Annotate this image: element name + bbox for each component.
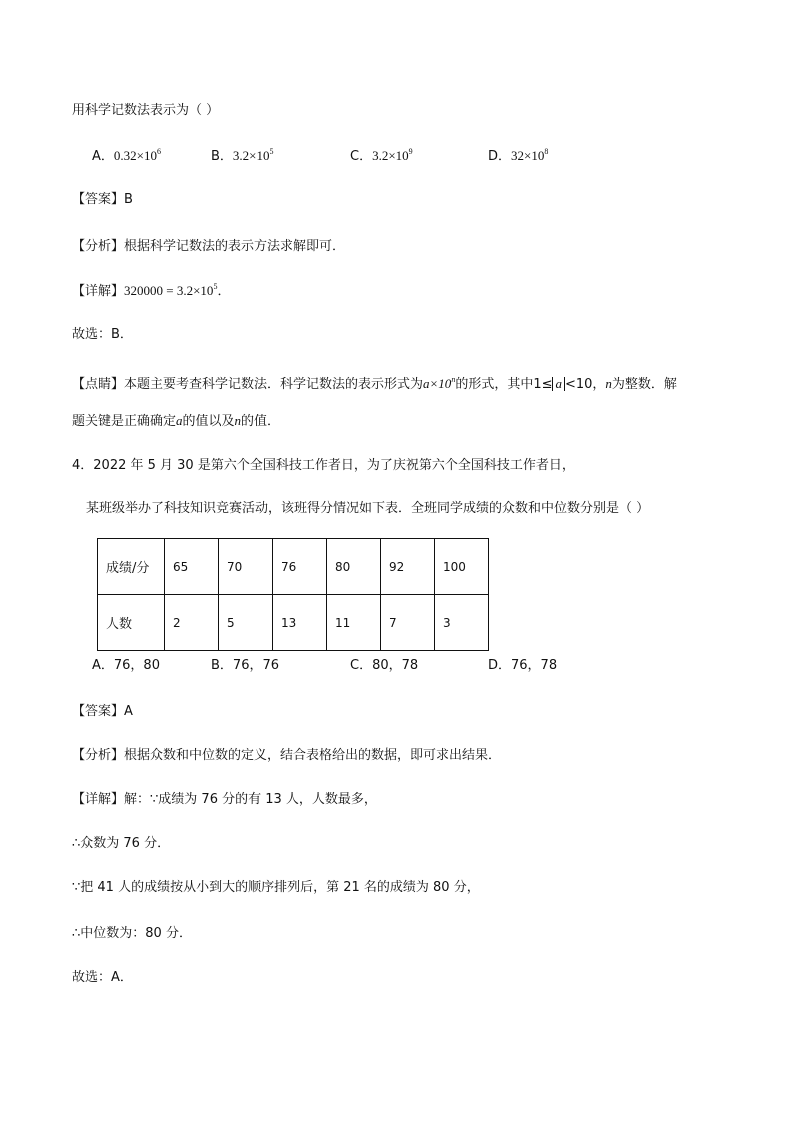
comment-text: <10， [564,377,606,392]
q4-detail [72,790,377,810]
q3-option-d [488,146,548,167]
table-cell: 7 [381,595,435,651]
q4-step-median: ∴中位数为：80 分． [72,926,192,941]
q3-detail [72,281,230,302]
q3-answer [72,190,133,210]
detail-end: ． [217,284,231,299]
q3-comment-line1 [72,374,677,395]
answer-value: B [124,192,133,207]
q3-option-b [211,146,274,167]
q4-answer [72,702,133,722]
answer-tag: 【答案】 [72,192,125,207]
comment-text: 为整数．解 [611,377,677,392]
q3-choose: 故选：B． [72,327,133,342]
detail-tag: 【详解】 [72,284,125,299]
comment-abs-value: a [552,377,565,391]
table-cell: 5 [219,595,273,651]
q4-step-mode: ∴众数为 76 分． [72,836,171,851]
comment-var-n: n [234,413,242,428]
option-mantissa: 32×10 [511,148,545,163]
table-cell: 76 [273,539,327,595]
q4-step-sort: ∵把 41 人的成绩按从小到大的顺序排列后，第 21 名的成绩为 80 分， [72,880,480,895]
option-exponent: 6 [157,147,161,156]
q4-stem-line1: 4．2022 年 5 月 30 是第六个全国科技工作者日，为了庆祝第六个全国科技工作者日， [72,458,575,473]
detail-tag: 【详解】 [72,792,125,807]
table-cell: 70 [219,539,273,595]
score-table [97,538,489,651]
option-label: A． [92,149,114,164]
analysis-tag: 【分析】 [72,748,125,763]
q4-option-c: C．80，78 [350,658,419,673]
table-cell: 92 [381,539,435,595]
table-cell: 65 [165,539,219,595]
q3-option-c [350,146,413,167]
comment-text: 本题主要考查科学记数法．科学记数法的表示形式为 [124,377,424,392]
answer-tag: 【答案】 [72,704,125,719]
q3-analysis [72,237,345,257]
comment-var-a: a [176,413,183,428]
option-exponent: 9 [408,147,413,156]
q4-option-d: D．76，78 [488,658,558,673]
option-exponent: 5 [269,147,274,156]
detail-expression: 320000 = 3.2×10 [124,283,214,298]
q4-stem-line2: 某班级举办了科技知识竞赛活动，该班得分情况如下表．全班同学成绩的众数和中位数分别是（ ） [86,501,650,516]
option-mantissa: 3.2×10 [232,148,270,163]
comment-formula: a×10 [423,376,452,391]
comment-text: 的形式，其中1≤ [455,377,553,392]
option-mantissa: 3.2×10 [372,148,409,163]
analysis-text: 根据科学记数法的表示方法求解即可． [124,239,346,254]
table-cell: 2 [165,595,219,651]
table-cell: 11 [327,595,381,651]
table-cell: 80 [327,539,381,595]
q4-option-a: A．76，80 [92,658,160,673]
analysis-tag: 【分析】 [72,239,125,254]
comment-formula-exponent: n [451,375,456,384]
q4-analysis [72,746,501,766]
analysis-text: 根据众数和中位数的定义，结合表格给出的数据，即可求出结果． [124,748,502,763]
q4-choose: 故选：A． [72,970,133,985]
table-cell: 100 [435,539,489,595]
table-header-score: 成绩/分 [98,539,165,595]
table-header-count: 人数 [98,595,165,651]
detail-exponent: 5 [213,282,218,291]
option-exponent: 8 [544,147,549,156]
answer-value: A [124,704,133,719]
comment-var-n: n [605,376,612,391]
option-label: B． [211,149,233,164]
comment-text: 的值以及 [182,414,235,429]
q4-option-b: B．76，76 [211,658,280,673]
option-mantissa: 0.32×10 [113,148,157,163]
q3-stem-tail: 用科学记数法表示为（ ） [72,103,220,118]
comment-text: 题关键是正确确定 [72,414,177,429]
table-row [98,595,489,651]
table-row [98,539,489,595]
table-cell: 13 [273,595,327,651]
q3-option-a [92,146,161,167]
table-cell: 3 [435,595,489,651]
comment-text: 的值． [241,414,281,429]
option-label: D． [488,149,512,164]
detail-text: 解：∵成绩为 76 分的有 13 人，人数最多， [124,792,377,807]
comment-tag: 【点睛】 [72,377,125,392]
q3-comment-line2 [72,411,280,432]
option-label: C． [350,149,373,164]
